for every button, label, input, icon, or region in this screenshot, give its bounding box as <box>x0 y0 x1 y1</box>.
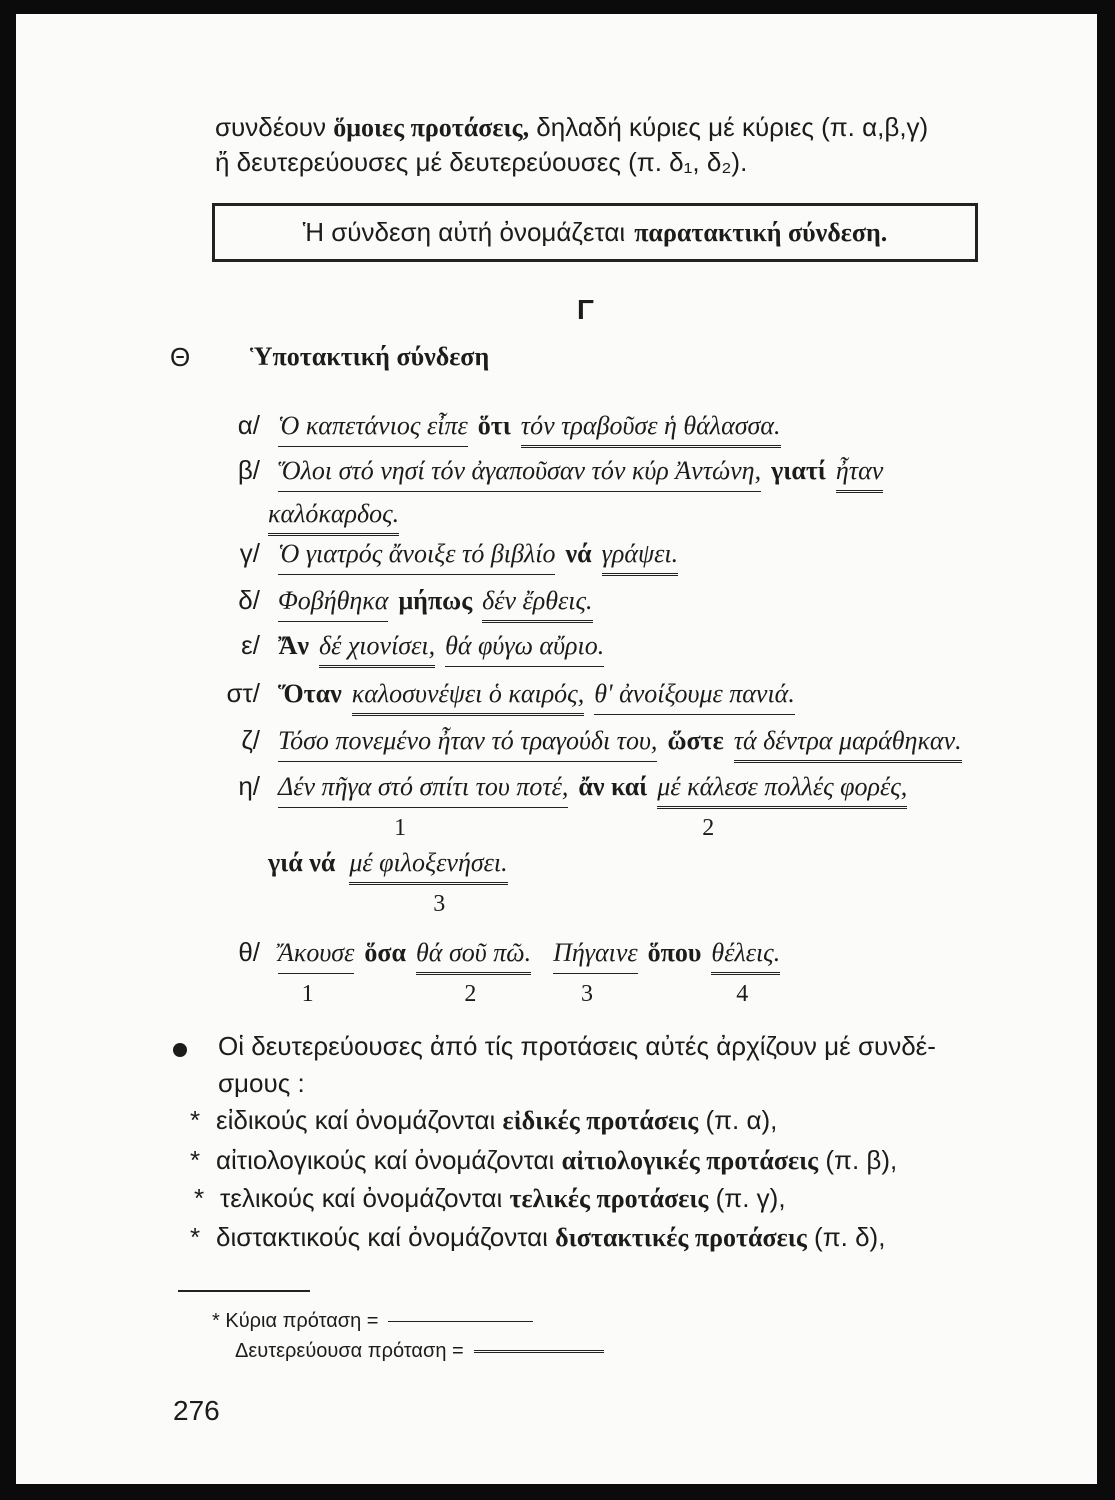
footnote-main-clause <box>212 1308 533 1334</box>
conjunction: ἄν καί <box>578 772 648 801</box>
note-line-2: σμους : <box>218 1068 305 1098</box>
main-clause: Φοβήθηκα <box>278 586 388 622</box>
conjunction: γιατί <box>771 456 826 485</box>
subordinate-clause: καλόκαρδος. <box>268 499 399 536</box>
example-label: δ/ <box>238 585 260 615</box>
subordinate-clause <box>349 848 508 917</box>
subordinate-clause: δέ χιονίσει, <box>319 631 435 668</box>
conjunction: Ὅταν <box>278 679 342 708</box>
section-title: Ὑποτακτική σύνδεση <box>250 342 490 371</box>
definition-box <box>212 203 978 262</box>
main-clause <box>278 938 355 1007</box>
bullet-icon <box>173 1043 187 1057</box>
example-label: α/ <box>237 410 260 440</box>
list-item-term: τελικές προτάσεις <box>509 1184 709 1213</box>
main-clause: Ὅλοι στό νησί τόν ἀγαποῦσαν τόν κύρ Ἀντώνη, <box>278 456 761 492</box>
main-clause <box>278 772 569 841</box>
example-theta <box>200 935 781 1007</box>
subordinate-clause <box>657 772 908 841</box>
list-item-term: εἰδικές προτάσεις <box>502 1106 699 1135</box>
conjunction: Ἄν <box>278 631 310 660</box>
page-number: 276 <box>173 1395 220 1426</box>
list-item-ref: (π. β), <box>825 1145 898 1175</box>
main-clause: Ὁ γιατρός ἄνοιξε τό βιβλίο <box>278 539 555 575</box>
list-item <box>194 1181 786 1215</box>
list-item <box>190 1143 897 1177</box>
main-clause <box>553 938 638 1007</box>
conjunction: ὅτι <box>477 411 511 440</box>
clause-text: μέ κάλεσε πολλές φορές, <box>657 772 908 801</box>
clause-number: 2 <box>702 815 715 841</box>
clause-text: Πήγαινε <box>553 938 638 967</box>
example-gamma <box>200 536 678 570</box>
list-item-lead: αἰτιολογικούς καί ὀνομάζονται <box>216 1145 555 1175</box>
example-eta <box>200 769 908 841</box>
section-symbol: Θ <box>170 342 191 372</box>
example-label: στ/ <box>226 678 260 708</box>
list-item-ref: (π. δ), <box>814 1222 886 1252</box>
subordinate-clause: καλοσυνέψει ὁ καιρός, <box>352 679 584 716</box>
subordinate-clause: γράψει. <box>602 539 679 576</box>
list-item-ref: (π. α), <box>705 1105 778 1135</box>
asterisk-marker: * <box>190 1145 201 1175</box>
example-beta-continuation <box>268 497 399 531</box>
example-label: θ/ <box>238 937 260 967</box>
list-item-term: αἰτιολογικές προτάσεις <box>561 1146 819 1175</box>
list-item-ref: (π. γ), <box>715 1183 786 1213</box>
subordinate-clause: τόν τραβοῦσε ἡ θάλασσα. <box>521 411 781 448</box>
list-item-lead: εἰδικούς καί ὀνομάζονται <box>216 1105 496 1135</box>
double-underline-sample <box>474 1350 604 1353</box>
conjunction: μήπως <box>398 586 473 615</box>
list-item-lead: τελικούς καί ὀνομάζονται <box>220 1183 503 1213</box>
asterisk-marker: * <box>194 1183 205 1213</box>
list-item <box>190 1103 777 1137</box>
example-label: ζ/ <box>241 725 260 755</box>
clause-number: 3 <box>433 891 446 917</box>
intro-text: δηλαδή κύριες μέ κύριες (π. α,β,γ) <box>536 112 929 142</box>
clause-number: 1 <box>301 981 314 1007</box>
definition-term: παρατακτική σύνδεση. <box>634 217 888 247</box>
clause-number: 4 <box>736 981 749 1007</box>
single-underline-sample <box>388 1321 533 1322</box>
main-clause: θά φύγω αὔριο. <box>445 631 604 667</box>
list-item <box>190 1220 885 1254</box>
subordinate-clause: ἦταν <box>836 456 883 493</box>
clause-number: 3 <box>581 981 593 1007</box>
clause-number: 1 <box>394 815 407 841</box>
asterisk-marker: * <box>190 1105 201 1135</box>
main-clause: θ' ἀνοίξουμε πανιά. <box>594 679 795 715</box>
definition-lead: Ἡ σύνδεση αὐτή ὀνομάζεται <box>302 217 626 247</box>
subordinate-clause <box>711 938 781 1007</box>
example-stigma <box>200 676 795 710</box>
footnote-label: Δευτερεύουσα πρόταση = <box>235 1340 464 1362</box>
intro-text: συνδέουν <box>215 112 327 142</box>
example-label: β/ <box>237 455 260 485</box>
list-item-term: διστακτικές προτάσεις <box>555 1223 807 1252</box>
asterisk-marker: * <box>190 1222 201 1252</box>
example-eta-continuation <box>268 846 508 917</box>
intro-line-2: ἤ δευτερεύουσες μέ δευτερεύουσες (π. δ₁, δ₂). <box>215 147 748 177</box>
note-line-1: Οἱ δευτερεύουσες ἀπό τίς προτάσεις αὐτές ἀρχίζουν μέ συνδέ- <box>218 1031 936 1061</box>
clause-text: θά σοῦ πῶ. <box>416 938 532 967</box>
example-label: γ/ <box>239 538 260 568</box>
example-label: η/ <box>238 771 260 801</box>
example-alpha <box>200 408 781 442</box>
conjunction: γιά νά <box>268 848 336 877</box>
conjunction: ὅσα <box>364 938 407 967</box>
footnote-marker: * <box>212 1310 220 1332</box>
intro-term: ὅμοιες προτάσεις, <box>333 113 530 142</box>
main-clause: Τόσο πονεμένο ἦταν τό τραγούδι του, <box>278 726 657 762</box>
subordinate-clause: τά δέντρα μαράθηκαν. <box>734 726 962 763</box>
footnote-label: Κύρια πρόταση = <box>225 1310 379 1332</box>
section-letter: Γ <box>577 294 594 325</box>
clause-text: θέλεις. <box>711 938 781 967</box>
intro-line-1 <box>215 110 928 144</box>
main-clause: Ὁ καπετάνιος εἶπε <box>278 411 468 447</box>
conjunction: ὅπου <box>647 938 702 967</box>
example-label: ε/ <box>241 630 260 660</box>
conjunction: ὥστε <box>667 726 724 755</box>
footnote-subordinate-clause <box>235 1338 604 1364</box>
list-item-lead: διστακτικούς καί ὀνομάζονται <box>216 1222 548 1252</box>
clause-text: μέ φιλοξενήσει. <box>349 848 508 877</box>
example-zeta <box>200 723 962 757</box>
example-delta <box>200 583 593 617</box>
example-epsilon <box>200 628 604 662</box>
footnote-rule <box>178 1290 310 1292</box>
clause-number: 2 <box>464 981 477 1007</box>
subordinate-clause <box>416 938 532 1007</box>
conjunction: νά <box>565 539 592 568</box>
clause-text: Ἄκουσε <box>278 938 355 967</box>
example-beta <box>200 453 883 487</box>
subordinate-clause: δέν ἔρθεις. <box>482 586 592 623</box>
clause-text: Δέν πῆγα στό σπίτι του ποτέ, <box>278 772 569 801</box>
